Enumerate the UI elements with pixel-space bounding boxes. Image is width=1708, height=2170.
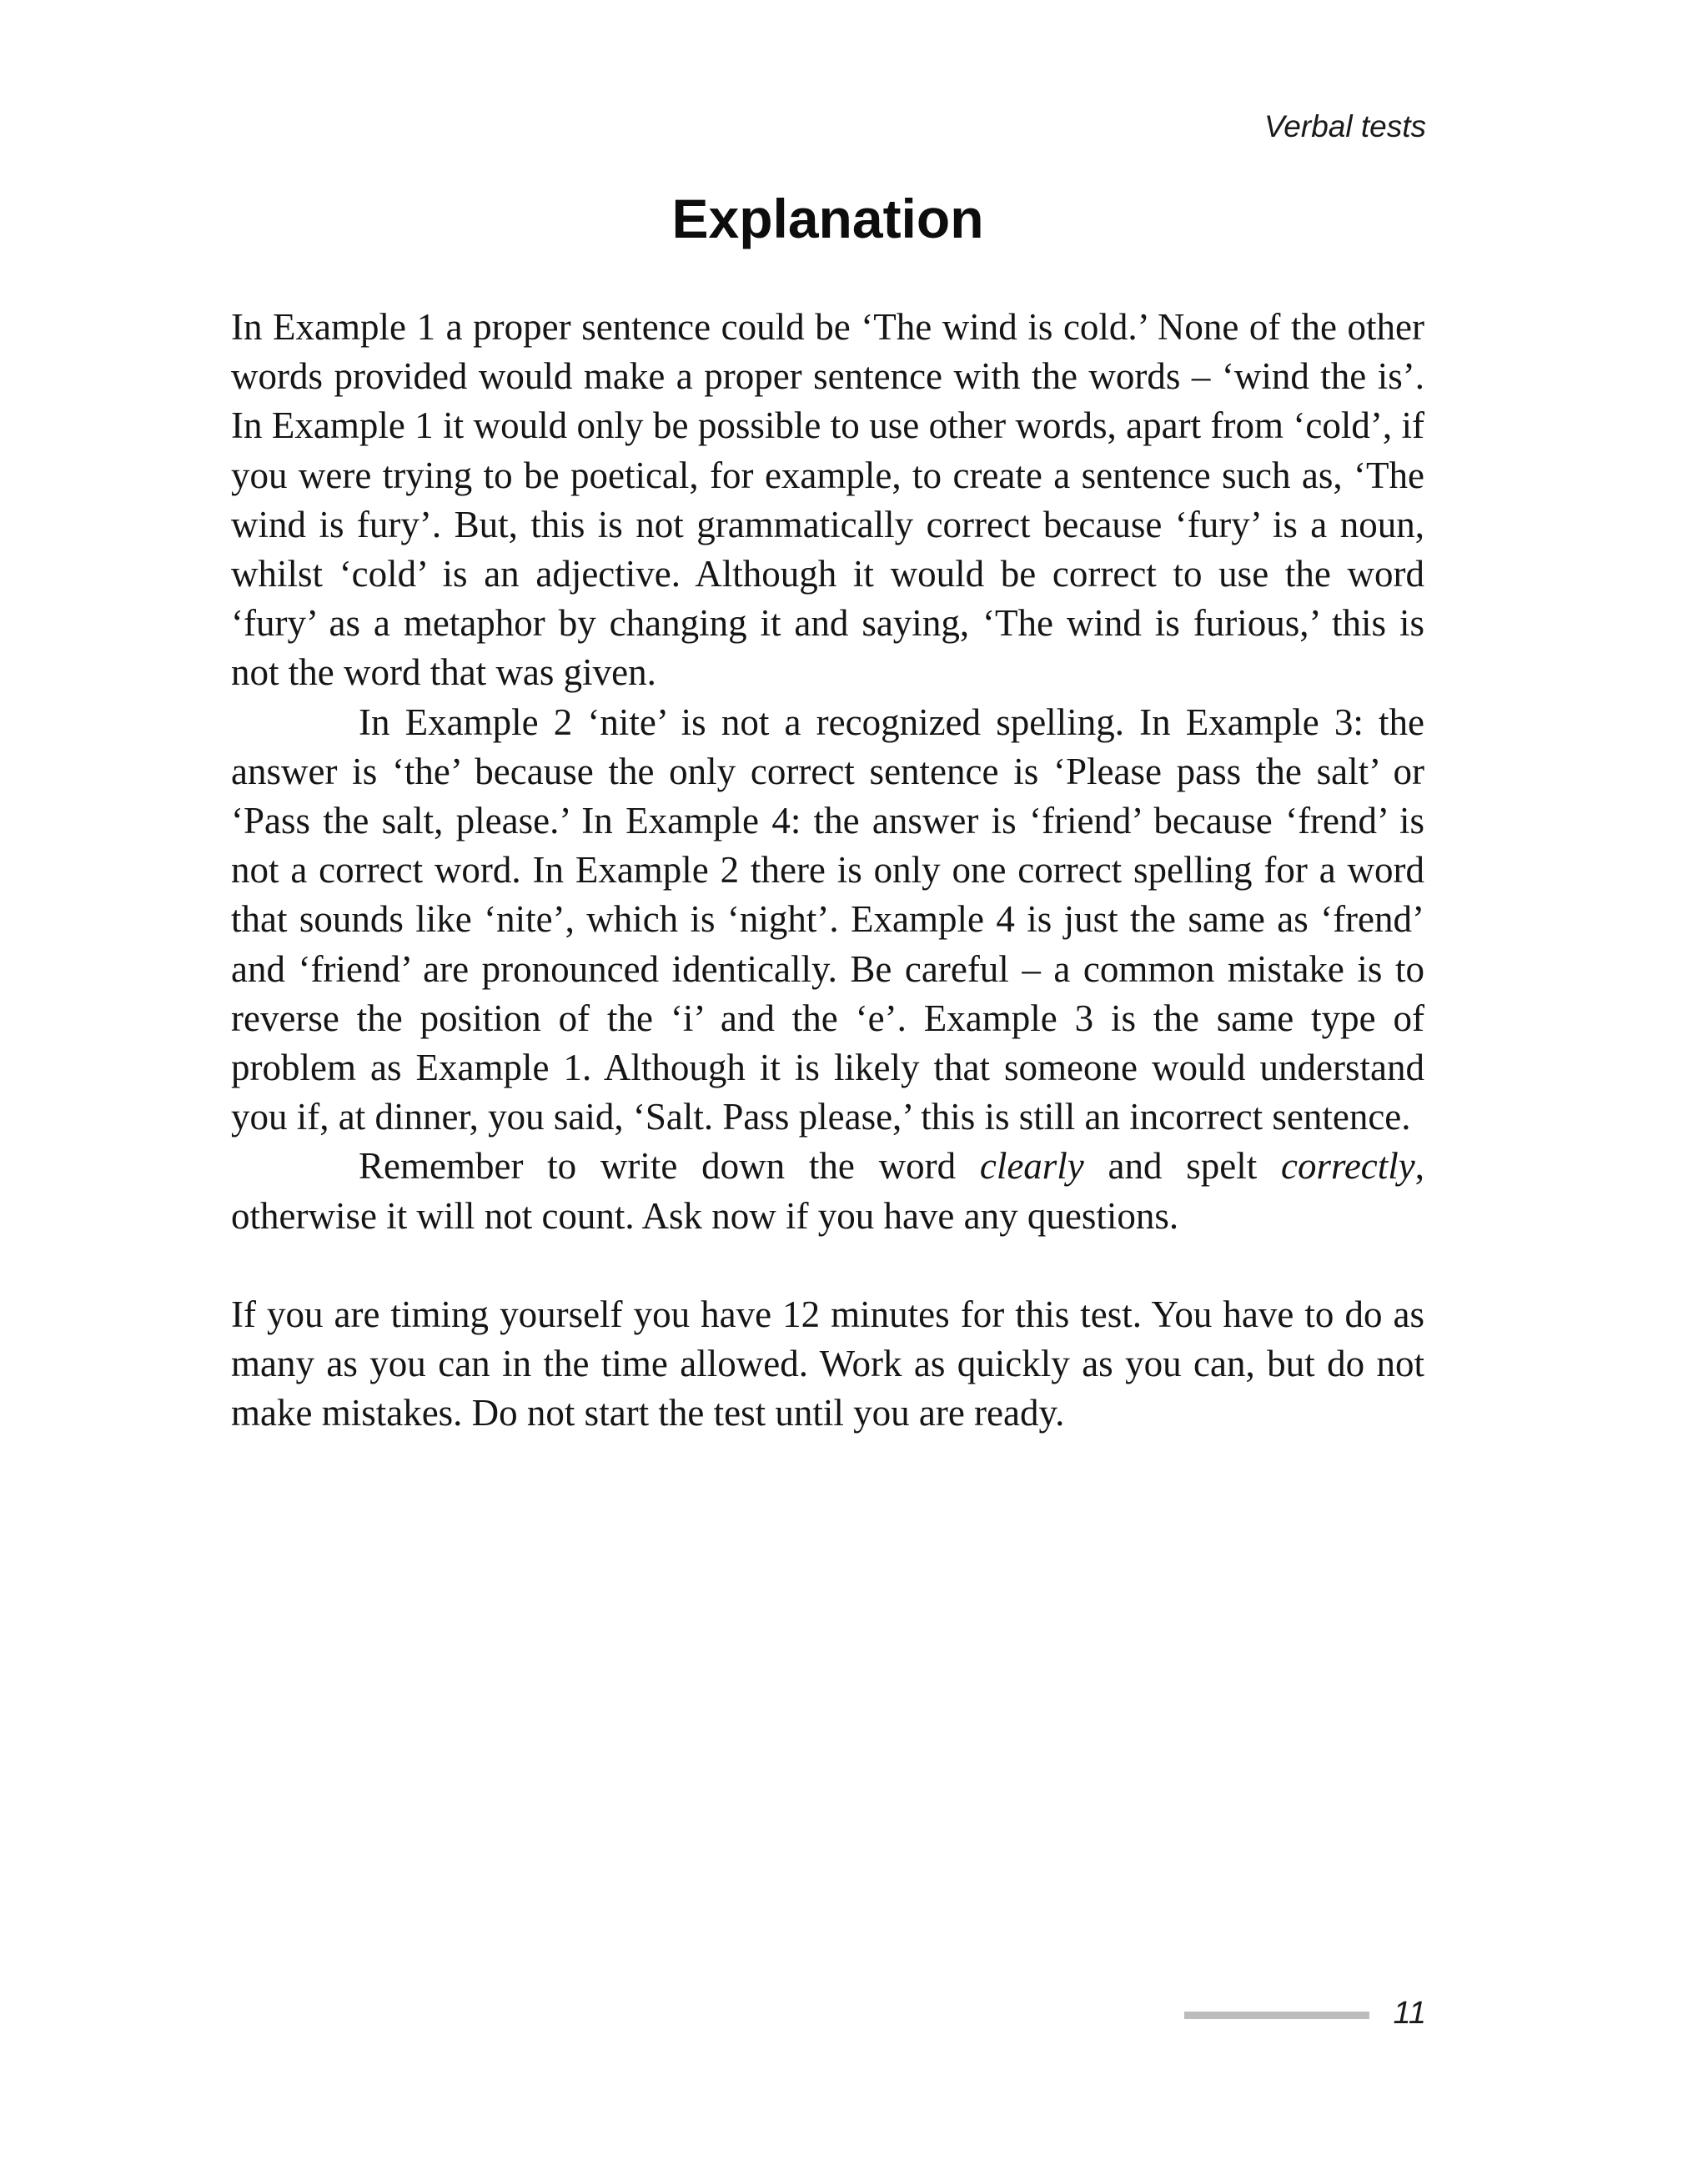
paragraph-example-1: In Example 1 a proper sentence could be ‘The wind is cold.’ None of the other words provided would make a proper sentence with the words – ‘wind the is’. In Example 1 it would only be possible to use other words, apart from ‘cold’, if you were trying to be poetical, for example, to create a sentence such as, ‘The wind is fury’. But, this is not grammatically correct because ‘fury’ is a noun, whilst ‘cold’ is an adjective. Although it would be correct to use the word ‘fury’ as a metaphor by changing it and saying, ‘The wind is furious,’ this is not the word that was given. xyxy=(231,306,1424,694)
page-title: Explanation xyxy=(671,188,984,249)
remember-text-2: and spelt xyxy=(1083,1145,1281,1188)
emphasis-clearly: clearly xyxy=(979,1145,1084,1188)
footer-rule xyxy=(1184,2012,1369,2019)
paragraph-examples-2-4: In Example 2 ‘nite’ is not a recognized spelling. In Example 3: the answer is ‘the’ because the only correct sentence is ‘Please pass the salt’ or ‘Pass the salt, please.’ In Example 4: the answer is ‘friend’ because ‘frend’ is not a correct word. In Example 2 there is only one correct spelling for a word that sounds like ‘nite’, which is ‘night’. Example 4 is just the same as ‘frend’ and ‘friend’ are pronounced identically. Be careful – a common mistake is to reverse the position of the ‘i’ and the ‘e’. Example 3 is the same type of problem as Example 1. Although it is likely that someone would understand you if, at dinner, you said, ‘Salt. Pass please,’ this is still an incorrect sentence. xyxy=(231,701,1424,1138)
paragraph-timing: If you are timing yourself you have 12 minutes for this test. You have to do as many as you can in the time allowed. Work as quickly as you can, but do not make mistakes. Do not start the test until you are ready. xyxy=(231,1293,1424,1434)
page-footer xyxy=(1184,1995,1426,2032)
remember-text-3: , otherwise it will not count. Ask now if you have any questions. xyxy=(231,1145,1425,1237)
paragraph-remember xyxy=(231,1142,1424,1240)
remember-text-1: Remember to write down the word xyxy=(359,1145,980,1188)
emphasis-correctly: correctly xyxy=(1281,1145,1415,1188)
running-head: Verbal tests xyxy=(1264,109,1426,143)
page-number: 11 xyxy=(1393,1996,1426,2031)
body-text xyxy=(231,303,1424,1438)
